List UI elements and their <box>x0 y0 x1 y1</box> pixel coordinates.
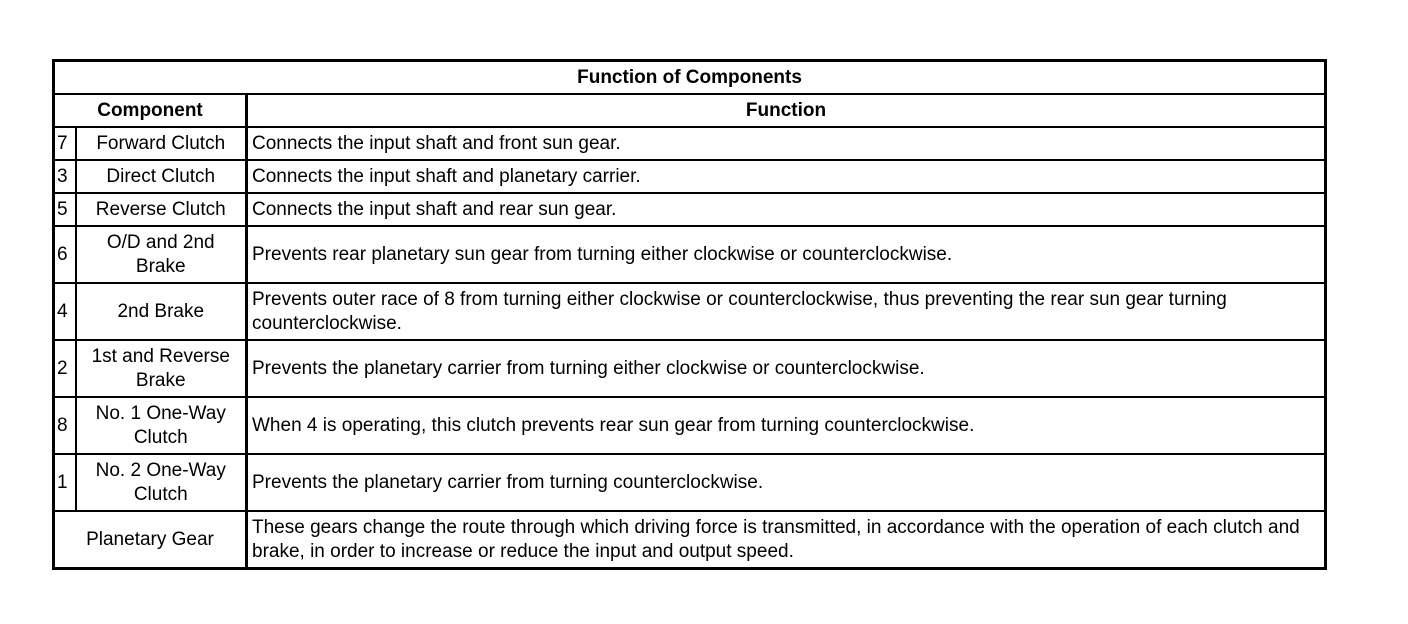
component-number: 1 <box>54 454 76 511</box>
table-header-row <box>54 94 1326 127</box>
component-function: These gears change the route through which driving force is transmitted, in accordance with the operation of each clutch and brake, in order to increase or reduce the input and output speed. <box>247 511 1326 569</box>
component-number: 7 <box>54 127 76 160</box>
component-name: Direct Clutch <box>76 160 247 193</box>
table-row <box>54 511 1326 569</box>
component-function: Prevents the planetary carrier from turning counterclockwise. <box>247 454 1326 511</box>
component-function: When 4 is operating, this clutch prevents rear sun gear from turning counterclockwise. <box>247 397 1326 454</box>
component-name: O/D and 2nd Brake <box>76 226 247 283</box>
component-number: 2 <box>54 340 76 397</box>
component-name: No. 1 One-Way Clutch <box>76 397 247 454</box>
table-row <box>54 127 1326 160</box>
component-name: 2nd Brake <box>76 283 247 340</box>
component-function: Connects the input shaft and front sun gear. <box>247 127 1326 160</box>
table-row <box>54 193 1326 226</box>
component-name: Forward Clutch <box>76 127 247 160</box>
table-title-row <box>54 61 1326 95</box>
component-function: Connects the input shaft and planetary carrier. <box>247 160 1326 193</box>
component-name: Planetary Gear <box>54 511 247 569</box>
component-number: 4 <box>54 283 76 340</box>
header-component: Component <box>54 94 247 127</box>
component-function: Prevents outer race of 8 from turning either clockwise or counterclockwise, thus preventing the rear sun gear turning counterclockwise. <box>247 283 1326 340</box>
component-function: Connects the input shaft and rear sun gear. <box>247 193 1326 226</box>
component-number: 8 <box>54 397 76 454</box>
table-title: Function of Components <box>54 61 1326 95</box>
component-number: 6 <box>54 226 76 283</box>
component-name: No. 2 One-Way Clutch <box>76 454 247 511</box>
component-function: Prevents rear planetary sun gear from turning either clockwise or counterclockwise. <box>247 226 1326 283</box>
component-number: 5 <box>54 193 76 226</box>
table-row <box>54 397 1326 454</box>
component-name: Reverse Clutch <box>76 193 247 226</box>
function-of-components-table <box>52 59 1327 570</box>
table-row <box>54 283 1326 340</box>
table-row <box>54 160 1326 193</box>
component-number: 3 <box>54 160 76 193</box>
component-name: 1st and Reverse Brake <box>76 340 247 397</box>
table-row <box>54 226 1326 283</box>
header-function: Function <box>247 94 1326 127</box>
table-row <box>54 340 1326 397</box>
component-function: Prevents the planetary carrier from turning either clockwise or counterclockwise. <box>247 340 1326 397</box>
table-row <box>54 454 1326 511</box>
